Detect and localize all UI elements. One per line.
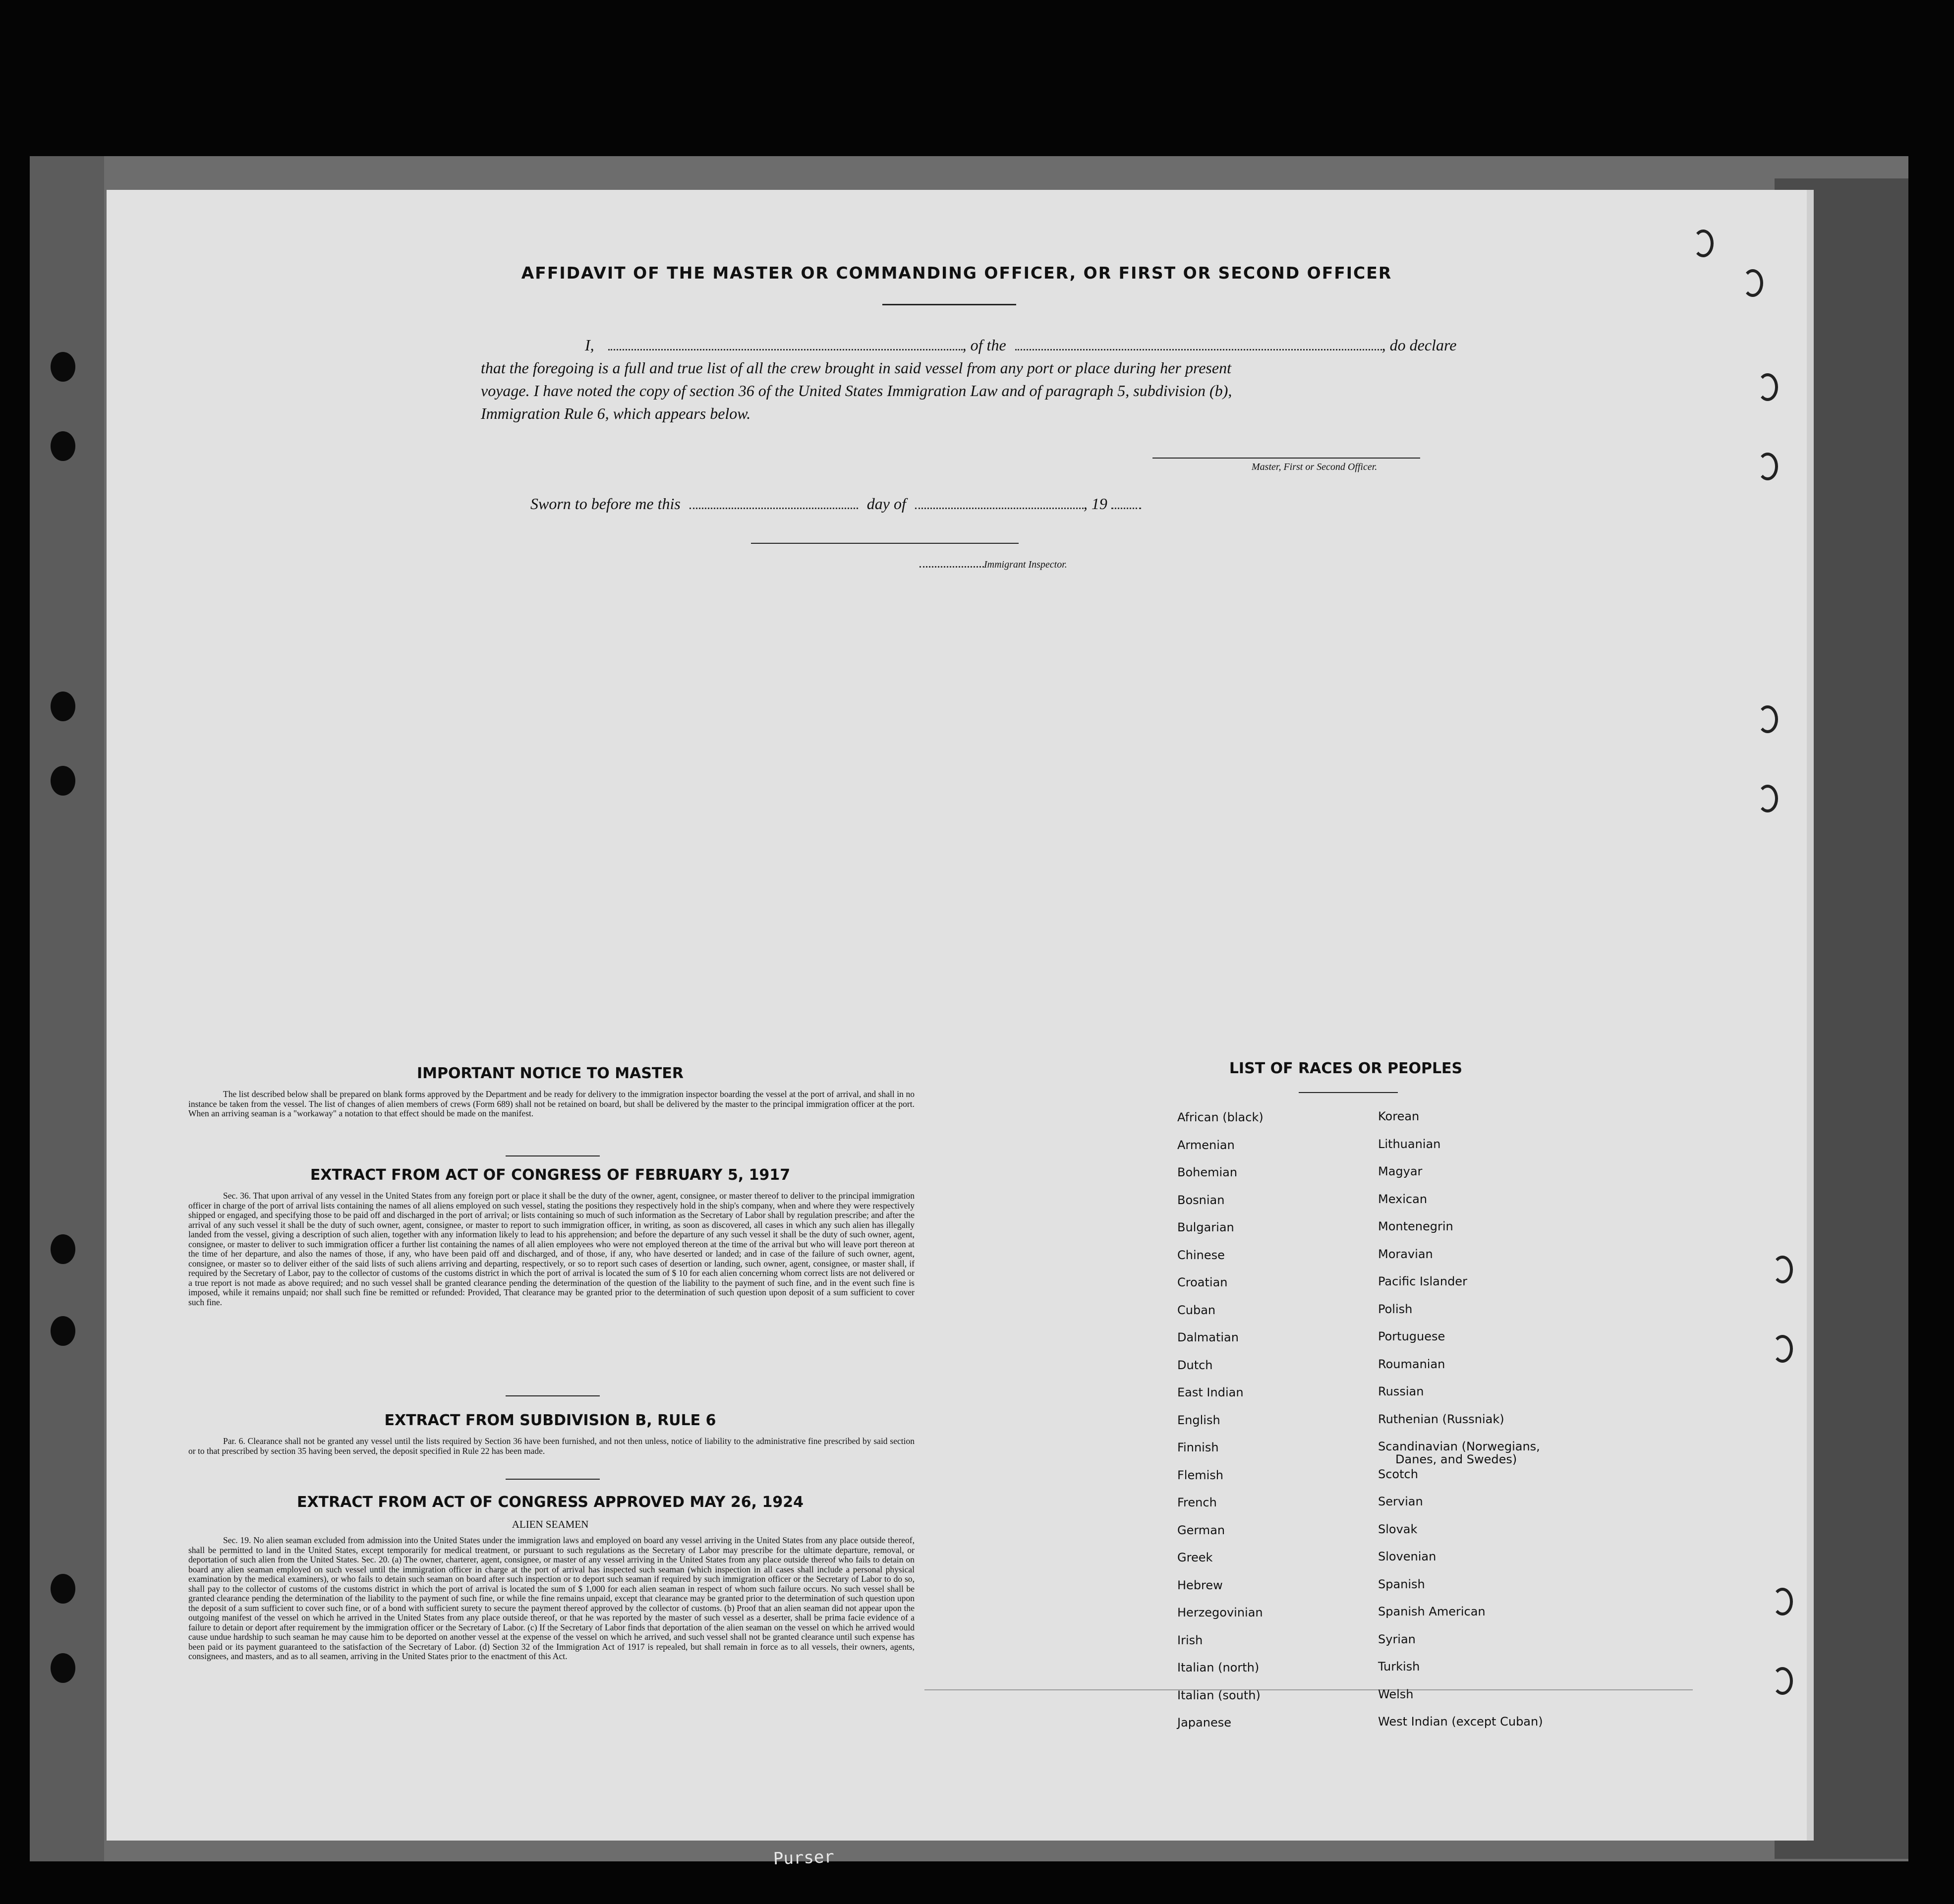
board-left-edge (30, 156, 104, 1861)
day-of-label: day of (866, 495, 906, 513)
race-item: Scandinavian (Norwegians, (1378, 1440, 1540, 1453)
punch-ring (1757, 785, 1778, 812)
race-item: Bosnian (1177, 1193, 1225, 1207)
affidavit-line-2: that the foregoing is a full and true list of all the crew brought in said vessel from any port or place during her present (481, 359, 1231, 377)
race-item: German (1177, 1523, 1225, 1537)
affidavit-first-line (530, 334, 1519, 356)
races-title: LIST OF RACES OR PEOPLES (1229, 1060, 1463, 1077)
race-item: Armenian (1177, 1138, 1235, 1152)
race-item: Russian (1378, 1385, 1424, 1398)
race-item: Irish (1177, 1633, 1203, 1647)
race-item: Magyar (1378, 1164, 1423, 1178)
divider (506, 1479, 600, 1480)
binder-hole (51, 1316, 75, 1346)
punch-ring (1772, 1256, 1793, 1283)
inspector-signature-line[interactable] (751, 543, 1019, 544)
binder-hole (51, 1653, 75, 1683)
vessel-name-field[interactable] (1015, 336, 1382, 350)
binder-hole (51, 692, 75, 721)
binder-hole (51, 352, 75, 382)
punch-ring (1772, 1335, 1793, 1363)
divider (506, 1155, 600, 1156)
affidavit-line-4: Immigration Rule 6, which appears below. (481, 404, 751, 422)
race-item: Danes, and Swedes) (1395, 1452, 1517, 1466)
race-item: Hebrew (1177, 1578, 1223, 1592)
punch-ring (1693, 230, 1714, 257)
title-underline (882, 304, 1016, 305)
race-item: Spanish (1378, 1577, 1425, 1591)
race-item: West Indian (except Cuban) (1378, 1715, 1543, 1729)
master-signature-line[interactable] (1152, 458, 1420, 459)
sworn-label: Sworn to before me this (530, 495, 681, 513)
race-item: East Indian (1177, 1385, 1244, 1399)
race-item: Korean (1378, 1109, 1420, 1123)
binder-hole (51, 431, 75, 461)
race-item: Moravian (1378, 1247, 1433, 1261)
race-item: Portuguese (1378, 1329, 1445, 1343)
race-item: Cuban (1177, 1303, 1216, 1317)
race-item: Greek (1177, 1551, 1213, 1564)
extract-rule6-text: Par. 6. Clearance shall not be granted any vessel until the lists required by Section 36 have been furnished, and not then unless, notice of liability to the administrative fine prescribed by said section or to that prescribed by section 35 having been served, the deposit specified in Rule 22 has been made. (188, 1436, 915, 1456)
extract-rule6-title: EXTRACT FROM SUBDIVISION B, RULE 6 (384, 1412, 716, 1429)
race-item: Montenegrin (1378, 1219, 1453, 1233)
faint-line (924, 1689, 1693, 1690)
race-item: Ruthenian (Russniak) (1378, 1412, 1504, 1426)
race-item: Syrian (1378, 1632, 1416, 1646)
race-item: Mexican (1378, 1192, 1428, 1206)
race-item: Italian (south) (1177, 1688, 1261, 1702)
extract-1917-title: EXTRACT FROM ACT OF CONGRESS OF FEBRUARY 5, 1917 (310, 1166, 791, 1184)
extract-1924-title: EXTRACT FROM ACT OF CONGRESS APPROVED MAY 26, 1924 (297, 1494, 804, 1511)
race-item: Roumanian (1378, 1357, 1445, 1371)
handwritten-purser: Purser (773, 1846, 835, 1869)
race-item: Flemish (1177, 1468, 1223, 1482)
punch-ring (1757, 705, 1778, 733)
extract-1924-subtitle: ALIEN SEAMEN (512, 1518, 589, 1530)
extract-1917-text: Sec. 36. That upon arrival of any vessel in the United States from any foreign port or place it shall be the duty of the owner, agent, consignee, or master thereof to deliver to the principal immigration officer in charge of the port of arrival lists containing the names of all aliens employed on such vessel, stating the positions they respectively hold in the ship's company, when and where they were respectively shipped or engaged, and specifying those to be paid off and discharged in the port of arrival; or lists containing so much of such information as the Secretary of Labor shall by regulation prescribe; and after the arrival of any such vessel it shall be the duty of such owner, agent, consignee, or master to report to such immigration officer, in writing, as soon as discovered, all cases in which any such alien has illegally landed from the vessel, giving a description of such alien, together with any information likely to lead to his apprehension; and before the departure of any such vessel it shall be the duty of such owner, agent, consignee, or master to deliver to such immigration officer a further list containing the names of all alien employees who were not employed thereon at the time of the arrival but who will leave port thereon at the time of her departure, and also the names of those, if any, who have been paid off and discharged, and of those, if any, who have deserted or landed; and in case of the failure of such owner, agent, consignee, or master so to deliver either of the said lists of such aliens arriving and departing, respectively, or so to report such cases of desertion or landing, such owner, agent, consignee, or master shall, if required by the Secretary of Labor, pay to the collector of customs of the customs district in which the port of arrival is located the sum of $ 10 for each alien concerning whom correct lists are not delivered or a true report is not made as above required; and no such vessel shall be granted clearance pending the determination of the question of the liability to the payment of such fine, and in the event such fine is imposed, while it remains unpaid; nor shall such fine be remitted or refunded: Provided, That clearance may be granted prior to the determination of such question upon deposit of a sum sufficient to cover such fine. (188, 1191, 915, 1307)
races-underline (1299, 1092, 1398, 1093)
i-label: I, (585, 336, 594, 354)
binder-hole (51, 1574, 75, 1604)
punch-ring (1757, 373, 1778, 401)
divider (506, 1395, 600, 1396)
race-item: Turkish (1378, 1660, 1420, 1673)
affidavit-line-3: voyage. I have noted the copy of section 36 of the United States Immigration Law and of paragraph 5, subdivision (b), (481, 382, 1232, 400)
notice-title: IMPORTANT NOTICE TO MASTER (417, 1065, 684, 1082)
do-declare-label: , do declare (1381, 336, 1457, 354)
race-item: African (black) (1177, 1110, 1264, 1124)
sworn-day-field[interactable] (690, 495, 858, 509)
race-item: Spanish American (1378, 1605, 1486, 1618)
race-item: Finnish (1177, 1441, 1219, 1454)
sworn-year-field[interactable] (1111, 495, 1141, 509)
affidavit-title: AFFIDAVIT OF THE MASTER OR COMMANDING OFFICER, OR FIRST OR SECOND OFFICER (521, 263, 1392, 283)
form-page (107, 190, 1814, 1841)
race-item: Scotch (1378, 1467, 1418, 1481)
of-the-label: , of the (962, 336, 1006, 354)
race-item: Pacific Islander (1378, 1274, 1467, 1288)
race-item: Polish (1378, 1302, 1413, 1316)
race-item: Chinese (1177, 1248, 1225, 1262)
sworn-line (530, 492, 1373, 515)
punch-ring (1757, 453, 1778, 480)
binder-hole (51, 766, 75, 796)
officer-name-field[interactable] (608, 336, 963, 350)
race-item: Dalmatian (1177, 1330, 1239, 1344)
race-item: French (1177, 1496, 1217, 1509)
race-item: Croatian (1177, 1275, 1228, 1289)
master-signature-caption: Master, First or Second Officer. (1252, 462, 1378, 472)
inspector-caption: Immigrant Inspector. (920, 559, 1067, 571)
inspector-dots (920, 559, 984, 568)
race-item: Japanese (1177, 1716, 1231, 1730)
race-item: Bulgarian (1177, 1220, 1234, 1234)
race-item: Servian (1378, 1495, 1423, 1508)
punch-ring (1772, 1588, 1793, 1616)
race-item: Herzegovinian (1177, 1606, 1263, 1619)
race-item: Italian (north) (1177, 1661, 1260, 1674)
binder-hole (51, 1234, 75, 1264)
notice-text: The list described below shall be prepared on blank forms approved by the Department and be ready for delivery to the immigration inspector boarding the vessel at the port of arrival, and shall in no instance be taken from the vessel. The list of changes of alien members of crews (Form 689) shall not be retained on board, but shall be delivered by the master to the principal immigration officer at the port. When an arriving seaman is a "workaway" a notation to that effect should be made on the manifest. (188, 1089, 915, 1118)
race-item: Dutch (1177, 1358, 1213, 1372)
race-item: Slovenian (1378, 1550, 1437, 1563)
race-item: Lithuanian (1378, 1137, 1441, 1151)
punch-ring (1772, 1667, 1793, 1695)
year-prefix-label: , 19 (1083, 495, 1107, 513)
sworn-month-field[interactable] (915, 495, 1084, 509)
race-item: Bohemian (1177, 1165, 1238, 1179)
race-item: Welsh (1378, 1687, 1414, 1701)
extract-1924-text: Sec. 19. No alien seaman excluded from admission into the United States under the immigration laws and employed on board any vessel arriving in the United States from any place outside thereof, shall be permitted to land in the United States, except temporarily for medical treatment, or pursuant to such regulations as the Secretary of Labor may prescribe for the ultimate departure, removal, or deportation of such alien from the United States. Sec. 20. (a) The owner, charterer, agent, consignee, or master of any vessel arriving in the United States from any place outside thereof who fails to detain on board any alien seaman employed on such vessel until the immigration officer in charge at the port of arrival has inspected such seaman (which inspection in all cases shall include a personal physical examination by the medical examiners), or who fails to detain such seaman on board after such inspection or to deport such seaman if required by such immigration officer or the Secretary of Labor to do so, shall pay to the collector of customs of the customs district in which the port of arrival is located the sum of $ 1,000 for each alien seaman in respect of whom such failure occurs. No such vessel shall be granted clearance pending the determination of the liability to the payment of such fine, or while the fine remains unpaid, except that clearance may be granted prior to the determination of such question upon the deposit of a sum sufficient to cover such fine, or of a bond with sufficient surety to secure the payment thereof approved by the collector of customs. (b) Proof that an alien seaman did not appear upon the outgoing manifest of the vessel on which he arrived in the United States from any place outside thereof, or that he was reported by the master of such vessel as a deserter, shall be prima facie evidence of a failure to detain or deport after requirement by the immigration officer or the Secretary of Labor. (c) If the Secretary of Labor finds that deportation of the alien seaman on the vessel on which he arrived would cause undue hardship to such seaman he may cause him to be deported on another vessel at the expense of the vessel on which he arrived, and such vessel shall not be granted clearance until such expense has been paid or its payment guaranteed to the satisfaction of the Secretary of Labor. (d) Section 32 of the Immigration Act of 1917 is repealed, but shall remain in force as to all vessels, their owners, agents, consignees, and masters, and as to all seamen, arriving in the United States prior to the enactment of this Act. (188, 1535, 915, 1661)
race-item: Slovak (1378, 1522, 1418, 1536)
race-item: English (1177, 1413, 1220, 1427)
